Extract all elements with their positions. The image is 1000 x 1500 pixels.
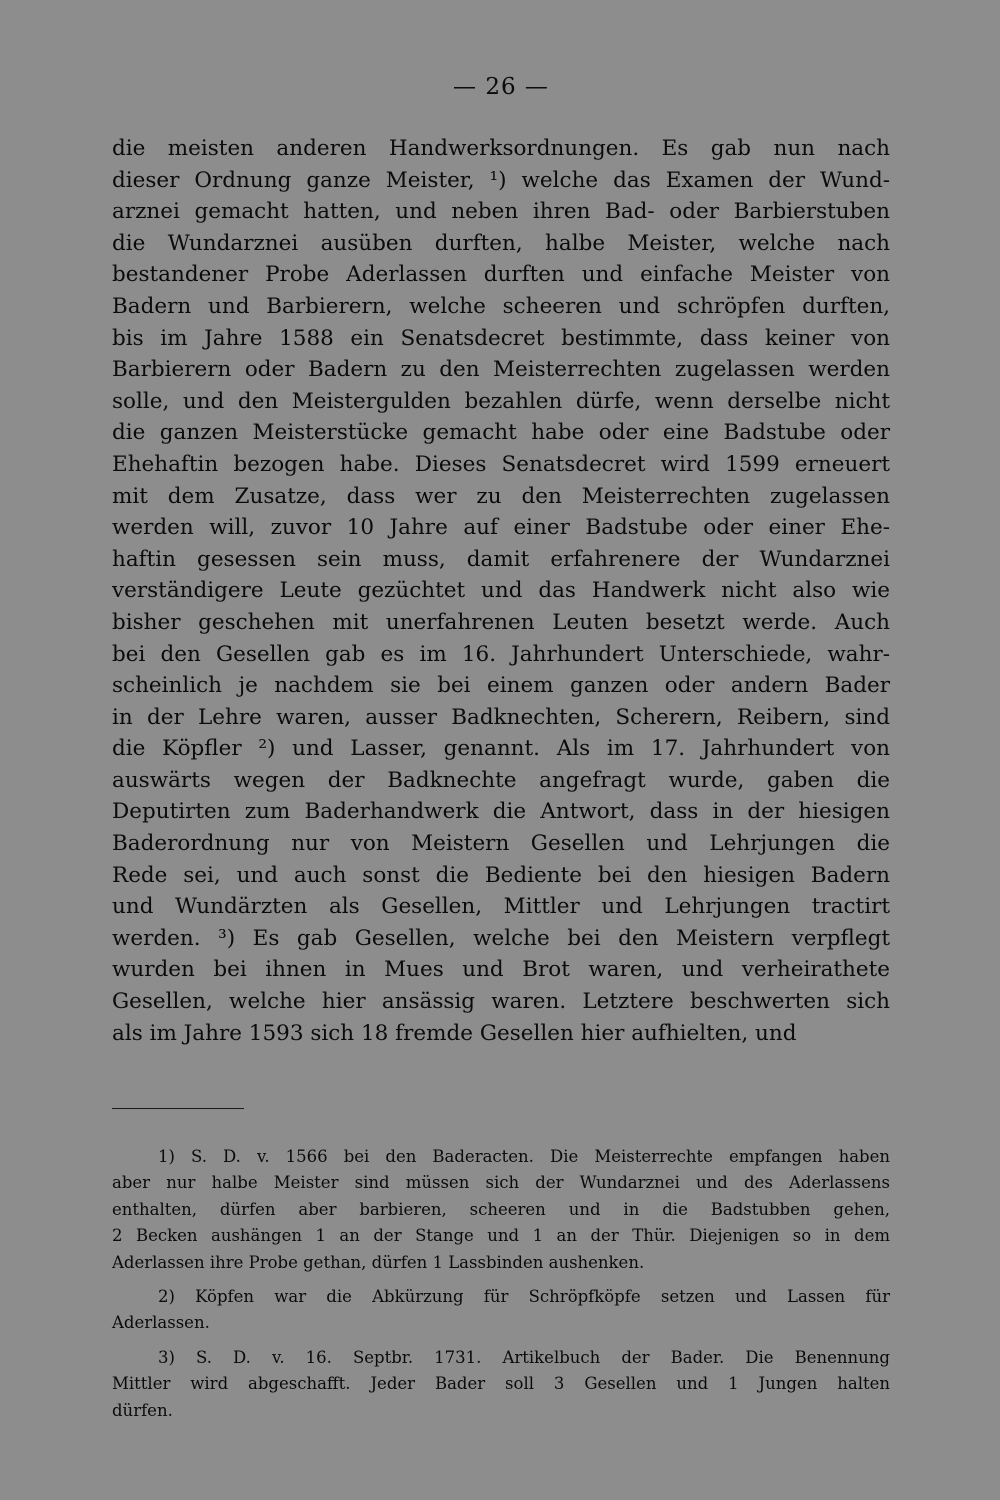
text-line: die Köpfler ²) und Lasser, genannt. Als im 17. Jahrhundert von [112, 736, 890, 762]
footnote-line: dürfen. [112, 1400, 173, 1420]
text-line: solle, und den Meistergulden bezahlen dürfe, wenn derselbe nicht [112, 388, 890, 414]
text-line: bisher geschehen mit unerfahrenen Leuten besetzt werde. Auch [112, 609, 890, 635]
text-line: Rede sei, und auch sonst die Bediente bei den hiesigen Badern [112, 862, 890, 888]
footnote-line: Aderlassen ihre Probe gethan, dürfen 1 Lassbinden aushenken. [112, 1252, 645, 1272]
footnote-line: 2) Köpfen war die Abkürzung für Schröpfköpfe setzen und Lassen für [158, 1286, 890, 1306]
text-line: Baderordnung nur von Meistern Gesellen und Lehrjungen die [112, 831, 890, 857]
page-number: — 26 — [453, 74, 549, 100]
text-line: mit dem Zusatze, dass wer zu den Meisterrechten zugelassen [112, 483, 890, 509]
document-page [112, 0, 890, 1500]
text-line: in der Lehre waren, ausser Badknechten, Scherern, Reibern, sind [112, 704, 890, 730]
main-text [112, 133, 890, 1049]
text-line: dieser Ordnung ganze Meister, ¹) welche das Examen der Wund- [112, 167, 890, 193]
text-line: Badern und Barbierern, welche scheeren und schröpfen durften, [112, 293, 890, 319]
footnote-divider [112, 1108, 244, 1109]
text-line: verständigere Leute gezüchtet und das Handwerk nicht also wie [112, 578, 890, 604]
text-line: scheinlich je nachdem sie bei einem ganzen oder andern Bader [112, 673, 890, 699]
footnote-line: 3) S. D. v. 16. Septbr. 1731. Artikelbuch der Bader. Die Benennung [158, 1347, 890, 1367]
footnote-line: 2 Becken aushängen 1 an der Stange und 1 an der Thür. Diejenigen so in dem [112, 1226, 890, 1246]
footnote-line: 1) S. D. v. 1566 bei den Baderacten. Die Meisterrechte empfangen haben [158, 1147, 890, 1166]
text-line: die ganzen Meisterstücke gemacht habe oder eine Badstube oder [112, 420, 890, 446]
text-line: arznei gemacht hatten, und neben ihren Bad- oder Barbierstuben [112, 199, 890, 225]
text-line: und Wundärzten als Gesellen, Mittler und Lehrjungen tractirt [112, 894, 890, 920]
text-line: Gesellen, welche hier ansässig waren. Letztere beschwerten sich [112, 989, 890, 1015]
text-line: wurden bei ihnen in Mues und Brot waren, und verheirathete [112, 957, 890, 983]
text-line: die meisten anderen Handwerksordnungen. Es gab nun nach [112, 136, 890, 161]
text-line: werden. ³) Es gab Gesellen, welche bei den Meistern verpflegt [112, 925, 890, 951]
text-line: die Wundarznei ausüben durften, halbe Meister, welche nach [112, 230, 890, 256]
footnote-line: Mittler wird abgeschafft. Jeder Bader soll 3 Gesellen und 1 Jungen halten [112, 1374, 890, 1394]
text-line: als im Jahre 1593 sich 18 fremde Gesellen hier aufhielten, und [112, 1020, 797, 1046]
footnote-line: enthalten, dürfen aber barbieren, scheeren und in die Badstubben gehen, [112, 1199, 890, 1219]
text-line: bestandener Probe Aderlassen durften und einfache Meister von [112, 262, 890, 288]
footnote-3 [112, 1345, 890, 1424]
footnotes [112, 1144, 890, 1424]
text-line: bis im Jahre 1588 ein Senatsdecret bestimmte, dass keiner von [112, 325, 890, 351]
footnote-line: Aderlassen. [112, 1313, 210, 1333]
text-line: Deputirten zum Baderhandwerk die Antwort, dass in der hiesigen [112, 799, 890, 825]
text-line: auswärts wegen der Badknechte angefragt wurde, gaben die [112, 767, 890, 793]
text-line: Barbierern oder Badern zu den Meisterrechten zugelassen werden [112, 357, 890, 383]
text-line: bei den Gesellen gab es im 16. Jahrhundert Unterschiede, wahr- [112, 641, 890, 667]
text-line: Ehehaftin bezogen habe. Dieses Senatsdecret wird 1599 erneuert [112, 451, 890, 477]
text-line: werden will, zuvor 10 Jahre auf einer Badstube oder einer Ehe- [112, 515, 890, 541]
footnote-2 [112, 1284, 890, 1337]
footnote-1 [112, 1144, 890, 1276]
footnote-line: aber nur halbe Meister sind müssen sich der Wundarznei und des Aderlassens [112, 1173, 890, 1193]
text-line: haftin gesessen sein muss, damit erfahrenere der Wundarznei [112, 546, 890, 572]
